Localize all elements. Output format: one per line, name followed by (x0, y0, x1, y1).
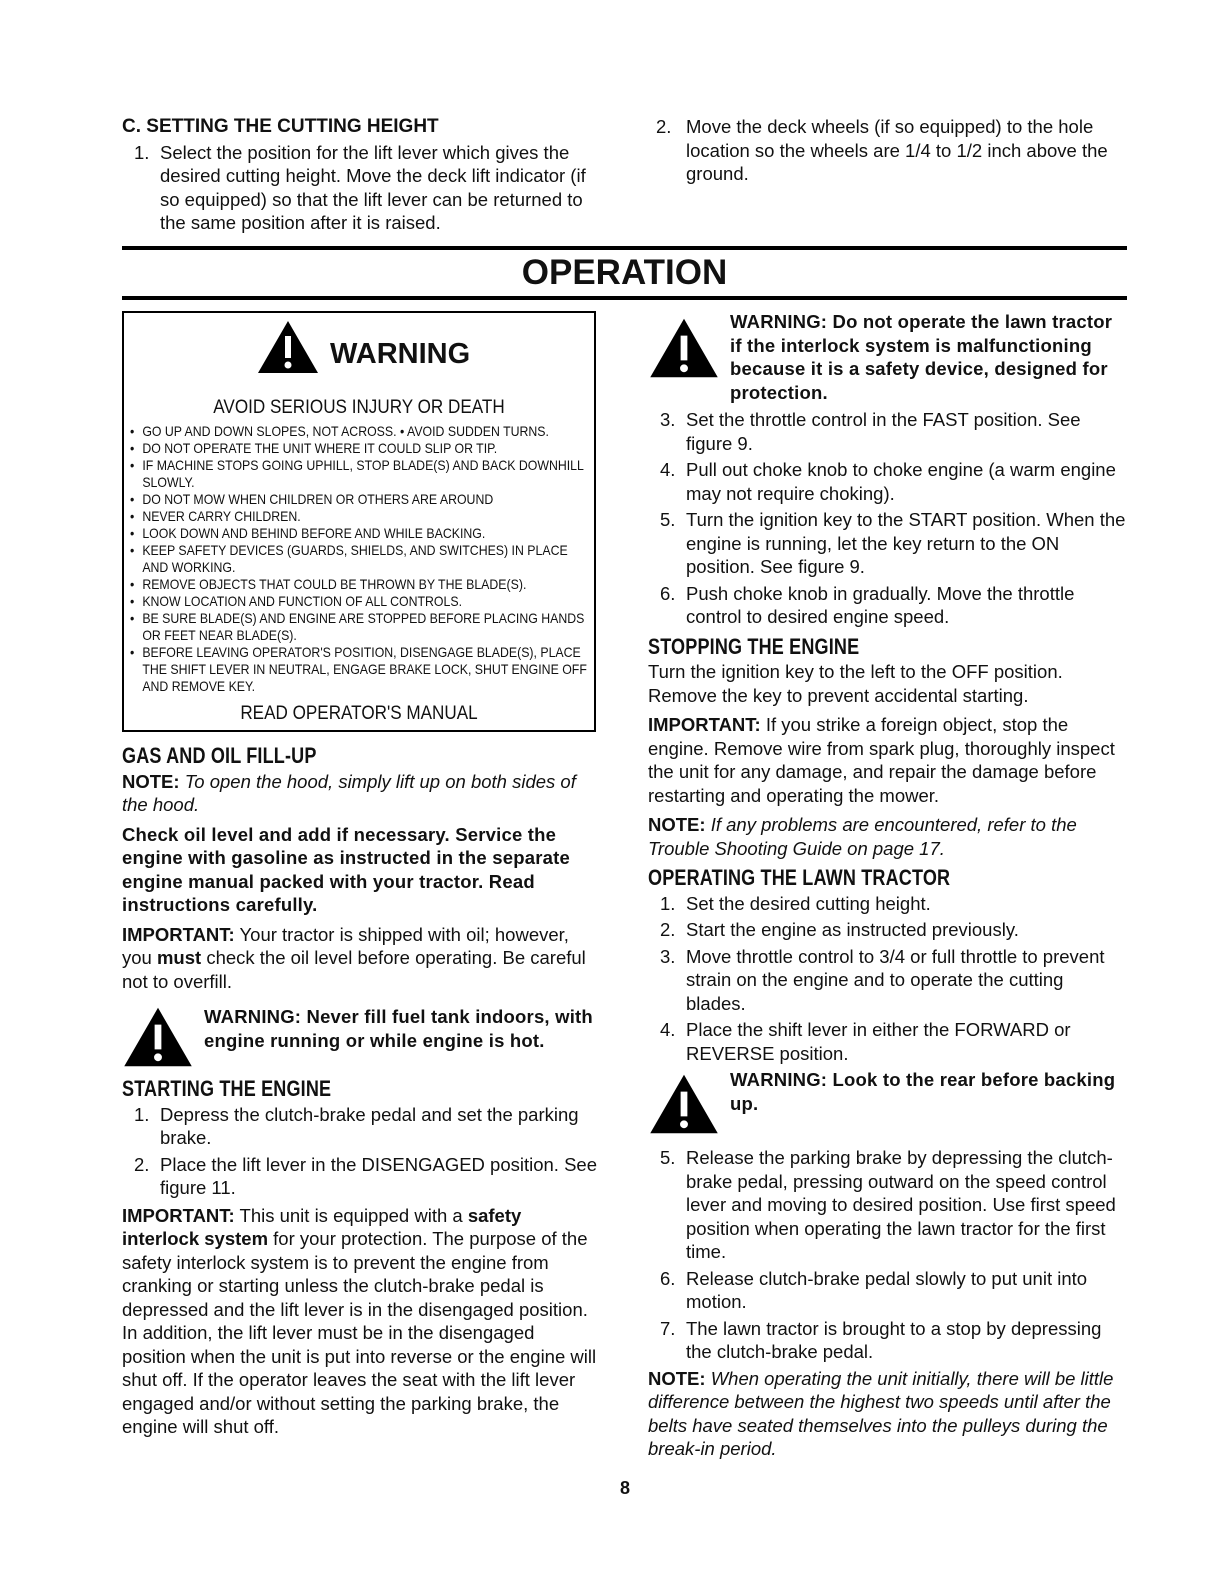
important-label: IMPORTANT: (648, 714, 761, 735)
important-text: for your protection. The purpose of the safety interlock system is to prevent the engine from cranking or starting unless the clutch-brake pedal is depressed and the lift lever is in the disengaged position. In addition, the lift lever must be in the disengaged position when the unit is put into reverse or the engine will shut off. If the operator leaves the seat with the lift lever engaged and/or without setting the parking brake, the engine will shut off. (122, 1228, 597, 1437)
warning-triangle-icon (256, 319, 320, 375)
important-text: This unit is equipped with a (239, 1204, 463, 1226)
important-emphasis: must (156, 947, 202, 968)
stopping-note (648, 813, 1126, 860)
bottom-rule (122, 296, 1127, 300)
fuel-warning (122, 1005, 600, 1069)
section-c-list-continued (656, 115, 1126, 186)
list-text: Pull out choke knob to choke engine (a warm engine may not require choking). (686, 459, 1116, 504)
list-item (648, 892, 1126, 916)
backing-warning-text: WARNING: Look to the rear before backing up. (730, 1069, 1116, 1114)
list-number: 1. (134, 141, 150, 163)
stopping-important (648, 713, 1126, 807)
important-label: IMPORTANT: (122, 923, 235, 945)
warning-triangle-icon (648, 316, 720, 380)
section-c-heading: C. SETTING THE CUTTING HEIGHT (122, 116, 439, 137)
list-number: 4. (660, 1019, 676, 1040)
list-text: Set the throttle control in the FAST position. See figure 9. (686, 409, 1081, 454)
warning-box-title: WARNING (330, 338, 471, 370)
list-item: • BEFORE LEAVING OPERATOR'S POSITION, DISENGAGE BLADE(S), PLACE THE SHIFT LEVER IN NEUTRAL, ENGAGE BRAKE LOCK, SHUT ENGINE OFF AND REMOVE KEY. (130, 644, 588, 695)
list-number: 2. (660, 919, 676, 940)
note-text: If any problems are encountered, refer to the Trouble Shooting Guide on page 17. (648, 814, 1077, 859)
list-number: 5. (660, 509, 676, 530)
page-number: 8 (619, 1478, 630, 1498)
starting-important (122, 1204, 600, 1439)
list-item (648, 458, 1126, 505)
section-c (122, 115, 600, 238)
interlock-warning (648, 310, 1126, 404)
list-item (648, 1267, 1126, 1314)
list-item: • DO NOT MOW WHEN CHILDREN OR OTHERS ARE AROUND (130, 491, 588, 508)
list-item: • KNOW LOCATION AND FUNCTION OF ALL CONTROLS. (130, 593, 588, 610)
list-item (122, 1153, 600, 1200)
list-text: Depress the clutch-brake pedal and set the parking brake. (160, 1103, 579, 1148)
list-number: 1. (134, 1103, 150, 1125)
operating-heading: OPERATING THE LAWN TRACTOR (648, 865, 951, 890)
warning-box (122, 311, 596, 732)
warning-box-header (256, 319, 470, 375)
gas-oil-instructions: Check oil level and add if necessary. Service the engine with gasoline as instructed in the separate engine manual packed with your tractor. Read instructions carefully. (122, 823, 570, 915)
list-number: 2. (134, 1153, 150, 1175)
starting-heading: STARTING THE ENGINE (122, 1076, 332, 1101)
list-number: 3. (660, 409, 676, 430)
list-text: Push choke knob in gradually. Move the throttle control to desired engine speed. (686, 582, 1075, 627)
left-column (122, 738, 600, 1445)
list-text: The lawn tractor is brought to a stop by depressing the clutch-brake pedal. (686, 1317, 1102, 1362)
stopping-heading: STOPPING THE ENGINE (648, 633, 860, 659)
note-text: When operating the unit initially, there will be little difference between the highest two speeds until after the belts have seated themselves into the pulleys during the break-in period. (648, 1367, 1114, 1459)
list-text: Release the parking brake by depressing the clutch-brake pedal, pressing outward on the speed control lever and moving to desired position. Use first speed position when operating the lawn tractor for the first time. (686, 1147, 1116, 1262)
list-number: 4. (660, 459, 676, 480)
list-item (648, 582, 1126, 629)
right-column (648, 310, 1126, 1467)
operating-list-continued (648, 1146, 1126, 1364)
note-label: NOTE: (648, 1367, 706, 1389)
list-item: • DO NOT OPERATE THE UNIT WHERE IT COULD SLIP OR TIP. (130, 440, 588, 457)
note-label: NOTE: (122, 770, 180, 792)
gas-oil-important (122, 923, 600, 994)
important-text: check the oil level before operating. Be careful not to overfill. (122, 947, 586, 992)
list-text: Turn the ignition key to the START position. When the engine is running, let the key return to the ON position. See figure 9. (686, 509, 1126, 577)
list-text: Start the engine as instructed previously. (686, 919, 1019, 940)
list-number: 5. (660, 1147, 676, 1168)
list-item: • KEEP SAFETY DEVICES (GUARDS, SHIELDS, AND SWITCHES) IN PLACE AND WORKING. (130, 542, 588, 576)
list-item (648, 945, 1126, 1016)
list-text: Set the desired cutting height. (686, 892, 931, 914)
list-number: 6. (660, 1267, 676, 1289)
list-item (122, 1103, 600, 1150)
important-label: IMPORTANT: (122, 1204, 235, 1226)
operating-list (648, 892, 1126, 1066)
list-text: Place the lift lever in the DISENGAGED position. See figure 11. (160, 1153, 598, 1198)
list-item (122, 141, 600, 235)
section-c-continued (656, 115, 1126, 189)
gas-oil-note (122, 770, 600, 817)
operating-note (648, 1367, 1126, 1461)
list-text: Select the position for the lift lever which gives the desired cutting height. Move the deck lift indicator (if so equipped) so that the lift lever can be returned to the same position after it is raised. (160, 141, 586, 233)
warning-triangle-icon (122, 1005, 194, 1069)
gas-oil-heading: GAS AND OIL FILL-UP (122, 743, 317, 768)
top-rule (122, 246, 1127, 250)
important-emphasis: safety interlock system (122, 1204, 522, 1249)
list-item (648, 1317, 1126, 1364)
list-text: Release clutch-brake pedal slowly to put unit into motion. (686, 1267, 1088, 1312)
list-number: 3. (660, 945, 676, 967)
list-item: • LOOK DOWN AND BEHIND BEFORE AND WHILE BACKING. (130, 525, 588, 542)
warning-box-subtitle: AVOID SERIOUS INJURY OR DEATH (213, 397, 505, 418)
list-item: • BE SURE BLADE(S) AND ENGINE ARE STOPPED BEFORE PLACING HANDS OR FEET NEAR BLADE(S). (130, 610, 588, 644)
note-label: NOTE: (648, 814, 706, 835)
warning-box-footer: READ OPERATOR'S MANUAL (240, 703, 478, 724)
backing-warning (648, 1068, 1126, 1136)
list-item (648, 1018, 1126, 1065)
list-item (648, 1146, 1126, 1264)
list-text: Place the shift lever in either the FORWARD or REVERSE position. (686, 1019, 1071, 1064)
page-title: OPERATION (521, 253, 728, 292)
warning-triangle-icon (648, 1072, 720, 1136)
warning-box-list (130, 423, 588, 695)
starting-list-continued (648, 408, 1126, 629)
list-item (648, 918, 1126, 942)
important-text: If you strike a foreign object, stop the engine. Remove wire from spark plug, thoroughly inspect the unit for any damage, and repair the damage before restarting and operating the mower. (648, 714, 1115, 806)
list-number: 2. (656, 116, 672, 137)
important-text: Your tractor is shipped with oil; however, you (122, 923, 569, 968)
note-text: To open the hood, simply lift up on both sides of the hood. (122, 770, 576, 815)
list-item (648, 408, 1126, 455)
list-item (656, 115, 1126, 186)
starting-list (122, 1103, 600, 1200)
list-text: Move throttle control to 3/4 or full throttle to prevent strain on the engine and to operate the cutting blades. (686, 945, 1105, 1014)
list-number: 1. (660, 892, 676, 914)
list-item: • REMOVE OBJECTS THAT COULD BE THROWN BY THE BLADE(S). (130, 576, 588, 593)
list-item (648, 508, 1126, 579)
list-item: • IF MACHINE STOPS GOING UPHILL, STOP BLADE(S) AND BACK DOWNHILL SLOWLY. (130, 457, 588, 491)
interlock-warning-text: WARNING: Do not operate the lawn tractor if the interlock system is malfunctioning because it is a safety device, designed for protection. (730, 311, 1113, 403)
list-number: 6. (660, 582, 676, 604)
fuel-warning-text: WARNING: Never fill fuel tank indoors, with engine running or while engine is hot. (204, 1006, 593, 1051)
section-c-list (122, 141, 600, 235)
stopping-text: Turn the ignition key to the left to the OFF position. Remove the key to prevent accidental starting. (648, 661, 1063, 706)
list-text: Move the deck wheels (if so equipped) to the hole location so the wheels are 1/4 to 1/2 inch above the ground. (686, 116, 1108, 184)
list-item: • GO UP AND DOWN SLOPES, NOT ACROSS. • AVOID SUDDEN TURNS. (130, 423, 588, 440)
list-item: • NEVER CARRY CHILDREN. (130, 508, 588, 525)
list-number: 7. (660, 1317, 676, 1339)
